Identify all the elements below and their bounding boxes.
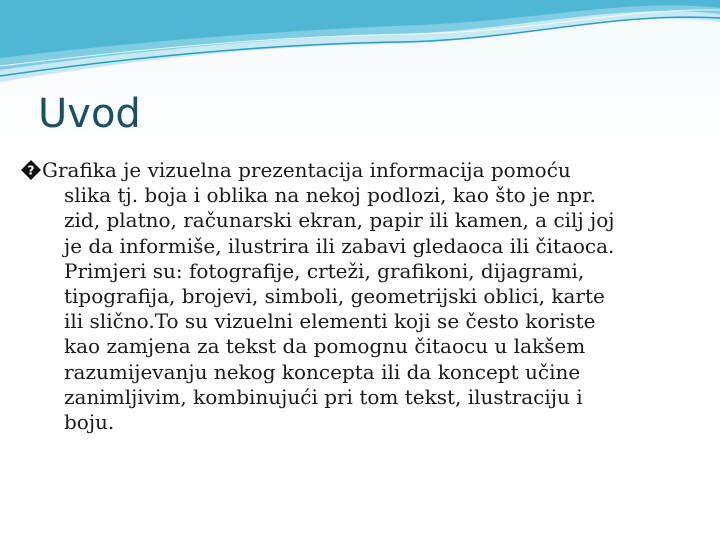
- paragraph-line: tipografija, brojevi, simboli, geometrijski oblici, karte: [64, 284, 605, 309]
- paragraph-line: zid, platno, računarski ekran, papir ili kamen, a cilj joj: [64, 208, 615, 233]
- paragraph-line: boju.: [64, 410, 115, 435]
- bullet-paragraph: [20, 158, 680, 435]
- paragraph-line: ili slično.To su vizuelni elementi koji se često koriste: [64, 309, 596, 334]
- paragraph-line: je da informiše, ilustrira ili zabavi gledaoca ili čitaoca.: [64, 233, 615, 258]
- slide-title: Uvod: [38, 91, 141, 137]
- paragraph-line: Primjeri su: fotografije, crteži, grafikoni, dijagrami,: [64, 258, 585, 283]
- slide-content: [20, 158, 680, 435]
- paragraph-line: zanimljivim, kombinujući pri tom tekst, ilustraciju i: [64, 384, 583, 409]
- paragraph-line: kao zamjena za tekst da pomognu čitaocu u lakšem: [64, 334, 586, 359]
- paragraph-line: slika tj. boja i oblika na nekoj podlozi, kao što je npr.: [64, 183, 596, 208]
- paragraph-line: Grafika je vizuelna prezentacija informacija pomoću: [42, 158, 571, 182]
- wave-header-decoration: [0, 0, 720, 90]
- paragraph-line: razumijevanju nekog koncepta ili da koncept učine: [64, 359, 581, 384]
- svg-text:?: ?: [27, 163, 35, 178]
- missing-glyph-icon: [20, 159, 42, 181]
